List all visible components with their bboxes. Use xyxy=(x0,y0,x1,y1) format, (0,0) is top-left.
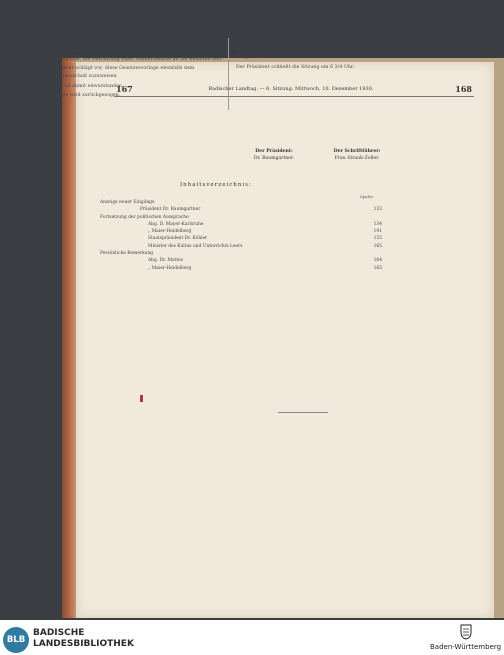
toc-title: Inhaltsverzeichnis: xyxy=(180,182,252,188)
state-name[interactable]: Baden-Württemberg xyxy=(430,643,502,651)
library-name-line: BADISCHE xyxy=(33,628,85,638)
toc-entry: Minister des Kultus und Unterrichts Leers xyxy=(148,243,243,249)
toc-column-label: Spalte xyxy=(360,194,373,199)
signature-secretary xyxy=(320,148,394,162)
toc-column-number: 165 xyxy=(373,243,382,249)
book-spine xyxy=(62,58,76,618)
toc-column-number: 165 xyxy=(373,265,382,271)
toc-column-number: 133 xyxy=(373,207,382,213)
blb-logo-icon[interactable]: BLB xyxy=(3,627,29,653)
toc-column-number: 134 xyxy=(373,221,382,227)
toc-row xyxy=(100,200,390,207)
signature-name: Dr. Baumgartner. xyxy=(253,156,295,161)
toc-column-number: 141 xyxy=(373,229,382,235)
signature-title: Der Schriftführer: xyxy=(333,149,381,154)
page-number-left: 167 xyxy=(116,84,133,94)
toc-row xyxy=(100,222,390,229)
toc-entry: Abg. D. Mayer-Karlsruhe xyxy=(148,221,204,227)
signature-president xyxy=(236,148,312,162)
left-text-column xyxy=(40,38,224,102)
paragraph: Präsident Dr. Baumgartner: xyxy=(40,39,108,44)
end-rule xyxy=(278,412,328,413)
toc-row xyxy=(100,244,390,251)
paragraph: Der Präsident schließt die Sitzung um 6 3/4 Uhr. xyxy=(236,64,355,70)
running-header: Badischer Landtag. — 6. Sitzung. Mittwoch, 10. Dezember 1930. xyxy=(208,86,374,92)
toc-row xyxy=(100,207,390,214)
toc-row xyxy=(100,251,390,258)
toc-column-number: 155 xyxy=(373,236,382,242)
toc-entry: Fortsetzung der politischen Aussprache xyxy=(100,214,189,220)
toc-row xyxy=(100,229,390,236)
paragraph: Die Vorlage wird zurückgezogen. xyxy=(40,93,121,98)
toc-entry: Persönliche Bemerkung xyxy=(100,251,154,257)
toc-row xyxy=(100,215,390,222)
signature-title: Der Präsident: xyxy=(255,149,293,154)
table-of-contents xyxy=(100,200,390,273)
right-text-column xyxy=(236,38,398,73)
document-page xyxy=(76,62,494,618)
toc-row xyxy=(100,258,390,265)
toc-row xyxy=(100,266,390,273)
toc-row xyxy=(100,236,390,243)
paragraph: Der Präsident schlägt vor, diese Gesetzesvorlage ebenfalls dem Haushaltsausschuß zuzuweisen. xyxy=(40,66,195,79)
paragraph: Weiter gibt der Präsident bekannt: Regierungs-mitteilung, die Gesetzesvorlage, die Gewährung einer Sonderbeihilfe an die Beamten betr. xyxy=(40,48,224,62)
toc-entry: „ Maier-Heidelberg xyxy=(148,229,192,235)
toc-entry: Staatspräsident Dr. Köhler xyxy=(148,236,208,242)
signature-name: Frau Straub-Zoller. xyxy=(334,156,380,161)
toc-entry: Anzeige neuer Eingänge xyxy=(100,200,155,205)
page-number-right: 168 xyxy=(455,84,472,94)
library-name-line: LANDESBIBLIOTHEK xyxy=(33,639,134,649)
paragraph: Auf Vorschlag des Präsidenten wird die Sitzung hier abgebrochen und die nächste Sitzung auf morgen nachmittag 3/4 Uhr festgesetzt. xyxy=(236,39,397,60)
toc-entry: Abg. Dr. Mattes xyxy=(148,258,184,264)
toc-entry: Präsident Dr. Baumgartner xyxy=(140,207,201,213)
toc-entry: „ Maier-Heidelberg xyxy=(148,265,192,271)
state-coat-of-arms-icon xyxy=(460,624,472,640)
toc-column-number: 164 xyxy=(373,258,382,264)
column-divider xyxy=(228,38,229,110)
red-ink-mark xyxy=(140,395,143,402)
paragraph: Das Haus ist damit einverstanden. xyxy=(40,83,124,89)
library-name[interactable] xyxy=(33,628,143,650)
